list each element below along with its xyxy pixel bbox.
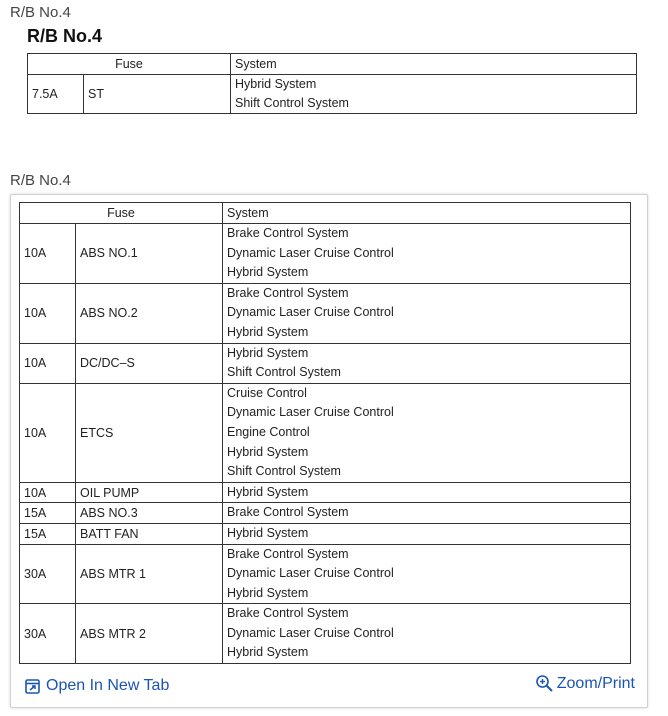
fuse-table bbox=[27, 53, 637, 114]
fuse-name: BATT FAN bbox=[76, 523, 223, 544]
zoom-print-link[interactable] bbox=[535, 674, 635, 693]
fuse-amperage: 10A bbox=[20, 482, 76, 503]
system-item: Hybrid System bbox=[227, 265, 309, 280]
open-in-new-tab-link[interactable] bbox=[25, 677, 169, 695]
fuse-header: Fuse bbox=[28, 54, 231, 75]
zoom-print-label: Zoom/Print bbox=[556, 674, 635, 692]
system-item: Shift Control System bbox=[235, 96, 349, 110]
system-list bbox=[223, 224, 631, 284]
system-list bbox=[223, 523, 631, 544]
table-row bbox=[20, 224, 631, 284]
system-item: Brake Control System bbox=[227, 285, 349, 300]
system-list bbox=[223, 383, 631, 482]
system-list bbox=[223, 482, 631, 503]
fuse-table bbox=[19, 202, 631, 664]
section-caption: R/B No.4 bbox=[10, 4, 71, 21]
system-item: Dynamic Laser Cruise Control bbox=[227, 625, 394, 640]
table-row bbox=[20, 523, 631, 544]
system-item: Hybrid System bbox=[227, 645, 309, 660]
fuse-name: ST bbox=[84, 75, 231, 114]
table-row bbox=[20, 482, 631, 503]
system-item: Dynamic Laser Cruise Control bbox=[227, 245, 394, 260]
table-panel bbox=[10, 194, 648, 708]
fuse-amperage: 15A bbox=[20, 503, 76, 524]
fuse-name: ABS MTR 2 bbox=[76, 604, 223, 664]
table-row bbox=[20, 503, 631, 524]
fuse-amperage: 15A bbox=[20, 523, 76, 544]
fuse-amperage: 7.5A bbox=[28, 75, 84, 114]
fuse-name: ETCS bbox=[76, 383, 223, 482]
table-row bbox=[20, 604, 631, 664]
system-item: Shift Control System bbox=[227, 464, 341, 479]
system-item: Hybrid System bbox=[227, 444, 309, 459]
system-item: Shift Control System bbox=[227, 365, 341, 380]
table-row bbox=[20, 343, 631, 383]
fuse-amperage: 10A bbox=[20, 283, 76, 343]
fuse-name: ABS NO.3 bbox=[76, 503, 223, 524]
table-row bbox=[20, 544, 631, 604]
system-item: Dynamic Laser Cruise Control bbox=[227, 405, 394, 420]
system-list bbox=[223, 604, 631, 664]
system-item: Dynamic Laser Cruise Control bbox=[227, 305, 394, 320]
panel-footer bbox=[19, 671, 637, 703]
fuse-name: ABS MTR 1 bbox=[76, 544, 223, 604]
fuse-name: OIL PUMP bbox=[76, 482, 223, 503]
fuse-header: Fuse bbox=[20, 203, 223, 224]
fuse-amperage: 10A bbox=[20, 383, 76, 482]
fuse-amperage: 30A bbox=[20, 544, 76, 604]
system-item: Dynamic Laser Cruise Control bbox=[227, 566, 394, 581]
fuse-name: DC/DC–S bbox=[76, 343, 223, 383]
section-title: R/B No.4 bbox=[27, 26, 103, 46]
open-in-new-tab-label: Open In New Tab bbox=[46, 677, 170, 694]
system-list bbox=[223, 544, 631, 604]
system-item: Brake Control System bbox=[227, 546, 349, 561]
fuse-name: ABS NO.2 bbox=[76, 283, 223, 343]
table-row bbox=[20, 383, 631, 482]
system-list bbox=[223, 283, 631, 343]
system-header: System bbox=[223, 203, 631, 224]
system-list bbox=[223, 343, 631, 383]
system-item: Brake Control System bbox=[227, 226, 349, 240]
system-item: Hybrid System bbox=[227, 585, 309, 600]
system-list bbox=[231, 75, 637, 114]
system-item: Brake Control System bbox=[227, 606, 349, 621]
open-new-tab-icon bbox=[25, 679, 40, 694]
system-item: Hybrid System bbox=[227, 484, 309, 499]
system-item: Cruise Control bbox=[227, 385, 307, 400]
table-row bbox=[20, 283, 631, 343]
system-item: Hybrid System bbox=[227, 345, 309, 360]
system-item: Hybrid System bbox=[227, 525, 309, 540]
fuse-amperage: 10A bbox=[20, 343, 76, 383]
system-header: System bbox=[231, 54, 637, 75]
zoom-magnifier-icon bbox=[535, 674, 554, 693]
system-item: Brake Control System bbox=[227, 505, 349, 520]
system-item: Hybrid System bbox=[235, 77, 317, 91]
system-item: Hybrid System bbox=[227, 324, 309, 339]
system-item: Engine Control bbox=[227, 424, 310, 439]
system-list bbox=[223, 503, 631, 524]
fuse-amperage: 30A bbox=[20, 604, 76, 664]
fuse-name: ABS NO.1 bbox=[76, 224, 223, 284]
section-caption: R/B No.4 bbox=[10, 172, 71, 189]
fuse-amperage: 10A bbox=[20, 224, 76, 284]
table-row bbox=[28, 75, 637, 114]
